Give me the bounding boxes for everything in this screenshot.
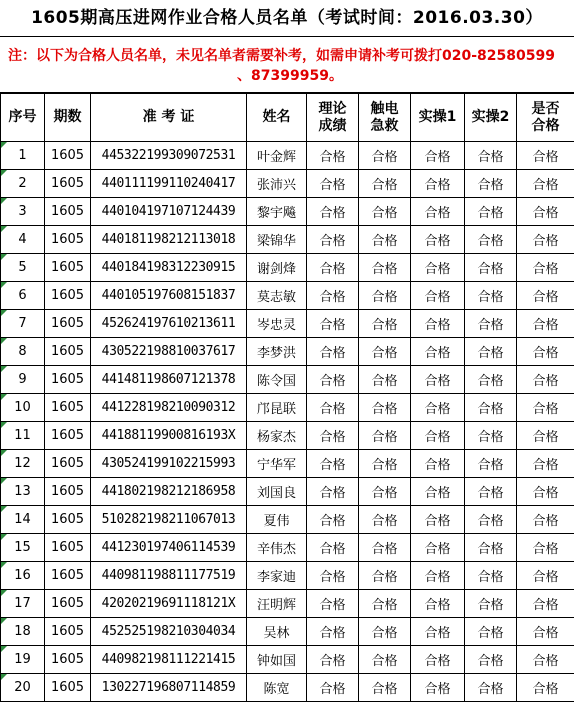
cell-name: 陈令国	[247, 366, 307, 394]
table-row	[1, 254, 574, 282]
table-row	[1, 674, 574, 702]
header-period: 期数	[45, 94, 91, 142]
cell-cert: 440184198312230915	[91, 254, 247, 282]
cell-index: 5	[1, 254, 45, 282]
cell-qualified: 合格	[517, 450, 574, 478]
cell-practice2: 合格	[465, 310, 517, 338]
cell-name: 宁华军	[247, 450, 307, 478]
cell-shock: 合格	[359, 450, 411, 478]
cell-practice2: 合格	[465, 478, 517, 506]
cell-practice2: 合格	[465, 506, 517, 534]
header-theory: 理论 成绩	[307, 94, 359, 142]
cell-name: 吴林	[247, 618, 307, 646]
notice-line-2: 、87399959。	[8, 66, 572, 86]
cell-cert: 430522198810037617	[91, 338, 247, 366]
cell-period: 1605	[45, 450, 91, 478]
cell-period: 1605	[45, 590, 91, 618]
cell-name: 杨家杰	[247, 422, 307, 450]
cell-index: 12	[1, 450, 45, 478]
header-practice2: 实操2	[465, 94, 517, 142]
cell-shock: 合格	[359, 338, 411, 366]
table-row	[1, 338, 574, 366]
cell-practice1: 合格	[411, 478, 465, 506]
cell-theory: 合格	[307, 478, 359, 506]
cell-practice2: 合格	[465, 422, 517, 450]
cell-practice2: 合格	[465, 282, 517, 310]
cell-qualified: 合格	[517, 394, 574, 422]
cell-practice2: 合格	[465, 450, 517, 478]
header-cert: 准 考 证	[91, 94, 247, 142]
header-practice1: 实操1	[411, 94, 465, 142]
cell-practice2: 合格	[465, 534, 517, 562]
cell-practice1: 合格	[411, 618, 465, 646]
cell-name: 李梦洪	[247, 338, 307, 366]
cell-practice2: 合格	[465, 674, 517, 702]
cell-index: 3	[1, 198, 45, 226]
cell-cert: 130227196807114859	[91, 674, 247, 702]
notice-text	[0, 37, 574, 93]
cell-period: 1605	[45, 422, 91, 450]
cell-index: 7	[1, 310, 45, 338]
cell-qualified: 合格	[517, 170, 574, 198]
cell-index: 17	[1, 590, 45, 618]
cell-shock: 合格	[359, 366, 411, 394]
cell-name: 汪明辉	[247, 590, 307, 618]
cell-shock: 合格	[359, 254, 411, 282]
cell-name: 李家迪	[247, 562, 307, 590]
cell-name: 辛伟杰	[247, 534, 307, 562]
cell-theory: 合格	[307, 338, 359, 366]
cell-cert: 440181198212113018	[91, 226, 247, 254]
cell-index: 16	[1, 562, 45, 590]
table-row	[1, 142, 574, 170]
cell-qualified: 合格	[517, 198, 574, 226]
cell-shock: 合格	[359, 422, 411, 450]
cell-theory: 合格	[307, 394, 359, 422]
roster-body	[1, 142, 574, 702]
cell-theory: 合格	[307, 534, 359, 562]
cell-qualified: 合格	[517, 646, 574, 674]
cell-cert: 452624197610213611	[91, 310, 247, 338]
cell-cert: 441802198212186958	[91, 478, 247, 506]
cell-name: 莫志敏	[247, 282, 307, 310]
cell-period: 1605	[45, 618, 91, 646]
header-row	[1, 94, 574, 142]
cell-cert: 440105197608151837	[91, 282, 247, 310]
cell-theory: 合格	[307, 422, 359, 450]
cell-index: 20	[1, 674, 45, 702]
cell-qualified: 合格	[517, 674, 574, 702]
cell-period: 1605	[45, 282, 91, 310]
table-row	[1, 618, 574, 646]
cell-name: 邝昆联	[247, 394, 307, 422]
cell-shock: 合格	[359, 590, 411, 618]
cell-practice2: 合格	[465, 590, 517, 618]
cell-theory: 合格	[307, 282, 359, 310]
cell-cert: 441230197406114539	[91, 534, 247, 562]
cell-practice1: 合格	[411, 338, 465, 366]
cell-cert: 452525198210304034	[91, 618, 247, 646]
cell-shock: 合格	[359, 506, 411, 534]
cell-theory: 合格	[307, 618, 359, 646]
cell-practice2: 合格	[465, 170, 517, 198]
cell-qualified: 合格	[517, 534, 574, 562]
cell-period: 1605	[45, 478, 91, 506]
cell-practice2: 合格	[465, 142, 517, 170]
cell-period: 1605	[45, 674, 91, 702]
cell-period: 1605	[45, 338, 91, 366]
header-qualified: 是否 合格	[517, 94, 574, 142]
cell-shock: 合格	[359, 170, 411, 198]
cell-qualified: 合格	[517, 618, 574, 646]
cell-period: 1605	[45, 394, 91, 422]
cell-index: 13	[1, 478, 45, 506]
table-row	[1, 646, 574, 674]
table-row	[1, 366, 574, 394]
cell-theory: 合格	[307, 170, 359, 198]
cell-practice1: 合格	[411, 506, 465, 534]
cell-name: 谢剑烽	[247, 254, 307, 282]
header-index: 序号	[1, 94, 45, 142]
cell-index: 1	[1, 142, 45, 170]
cell-qualified: 合格	[517, 422, 574, 450]
cell-qualified: 合格	[517, 562, 574, 590]
cell-period: 1605	[45, 170, 91, 198]
cell-shock: 合格	[359, 142, 411, 170]
cell-theory: 合格	[307, 366, 359, 394]
cell-cert: 440981198811177519	[91, 562, 247, 590]
cell-theory: 合格	[307, 646, 359, 674]
cell-practice2: 合格	[465, 198, 517, 226]
cell-period: 1605	[45, 254, 91, 282]
cell-shock: 合格	[359, 394, 411, 422]
table-row	[1, 450, 574, 478]
table-row	[1, 562, 574, 590]
cell-qualified: 合格	[517, 366, 574, 394]
cell-qualified: 合格	[517, 282, 574, 310]
cell-shock: 合格	[359, 282, 411, 310]
cell-practice1: 合格	[411, 394, 465, 422]
cell-cert: 42020219691118121X	[91, 590, 247, 618]
cell-theory: 合格	[307, 450, 359, 478]
cell-practice1: 合格	[411, 422, 465, 450]
cell-name: 陈宽	[247, 674, 307, 702]
cell-cert: 441228198210090312	[91, 394, 247, 422]
cell-cert: 440982198111221415	[91, 646, 247, 674]
cell-period: 1605	[45, 562, 91, 590]
cell-shock: 合格	[359, 562, 411, 590]
cell-period: 1605	[45, 198, 91, 226]
cell-period: 1605	[45, 226, 91, 254]
cell-practice1: 合格	[411, 366, 465, 394]
cell-theory: 合格	[307, 590, 359, 618]
page-title: 1605期高压进网作业合格人员名单（考试时间：2016.03.30）	[0, 0, 574, 37]
cell-qualified: 合格	[517, 254, 574, 282]
cell-practice1: 合格	[411, 450, 465, 478]
cell-practice2: 合格	[465, 226, 517, 254]
cell-practice2: 合格	[465, 366, 517, 394]
cell-practice2: 合格	[465, 562, 517, 590]
cell-cert: 440104197107124439	[91, 198, 247, 226]
cell-practice1: 合格	[411, 254, 465, 282]
cell-name: 黎宇飚	[247, 198, 307, 226]
cell-index: 8	[1, 338, 45, 366]
cell-index: 4	[1, 226, 45, 254]
cell-qualified: 合格	[517, 142, 574, 170]
cell-practice2: 合格	[465, 618, 517, 646]
cell-practice1: 合格	[411, 674, 465, 702]
cell-practice1: 合格	[411, 646, 465, 674]
cell-practice1: 合格	[411, 590, 465, 618]
cell-qualified: 合格	[517, 590, 574, 618]
cell-index: 11	[1, 422, 45, 450]
cell-index: 2	[1, 170, 45, 198]
cell-practice1: 合格	[411, 226, 465, 254]
cell-practice2: 合格	[465, 338, 517, 366]
cell-name: 夏伟	[247, 506, 307, 534]
cell-cert: 430524199102215993	[91, 450, 247, 478]
cell-theory: 合格	[307, 226, 359, 254]
cell-period: 1605	[45, 366, 91, 394]
cell-shock: 合格	[359, 618, 411, 646]
cell-index: 6	[1, 282, 45, 310]
cell-theory: 合格	[307, 506, 359, 534]
table-row	[1, 170, 574, 198]
cell-name: 钟如国	[247, 646, 307, 674]
cell-period: 1605	[45, 534, 91, 562]
table-row	[1, 534, 574, 562]
table-row	[1, 590, 574, 618]
cell-qualified: 合格	[517, 310, 574, 338]
cell-practice2: 合格	[465, 394, 517, 422]
cell-qualified: 合格	[517, 226, 574, 254]
table-row	[1, 198, 574, 226]
cell-theory: 合格	[307, 562, 359, 590]
cell-shock: 合格	[359, 478, 411, 506]
table-row	[1, 422, 574, 450]
header-shock: 触电 急救	[359, 94, 411, 142]
cell-index: 15	[1, 534, 45, 562]
cell-practice1: 合格	[411, 142, 465, 170]
cell-practice2: 合格	[465, 254, 517, 282]
table-row	[1, 310, 574, 338]
cell-name: 梁锦华	[247, 226, 307, 254]
cell-name: 岑忠灵	[247, 310, 307, 338]
cell-index: 10	[1, 394, 45, 422]
cell-period: 1605	[45, 506, 91, 534]
cell-shock: 合格	[359, 674, 411, 702]
cell-period: 1605	[45, 646, 91, 674]
cell-theory: 合格	[307, 254, 359, 282]
table-row	[1, 226, 574, 254]
cell-qualified: 合格	[517, 478, 574, 506]
cell-practice1: 合格	[411, 310, 465, 338]
cell-name: 叶金辉	[247, 142, 307, 170]
cell-qualified: 合格	[517, 506, 574, 534]
table-row	[1, 282, 574, 310]
cell-period: 1605	[45, 310, 91, 338]
cell-practice1: 合格	[411, 282, 465, 310]
cell-cert: 445322199309072531	[91, 142, 247, 170]
cell-shock: 合格	[359, 534, 411, 562]
notice-line-1: 注：以下为合格人员名单，未见名单者需要补考，如需申请补考可拨打020-82580599	[8, 48, 555, 64]
cell-index: 19	[1, 646, 45, 674]
cell-qualified: 合格	[517, 338, 574, 366]
cell-theory: 合格	[307, 142, 359, 170]
cell-shock: 合格	[359, 310, 411, 338]
table-row	[1, 506, 574, 534]
cell-shock: 合格	[359, 646, 411, 674]
cell-theory: 合格	[307, 198, 359, 226]
cell-theory: 合格	[307, 674, 359, 702]
cell-index: 14	[1, 506, 45, 534]
cell-index: 9	[1, 366, 45, 394]
table-row	[1, 394, 574, 422]
cell-practice1: 合格	[411, 198, 465, 226]
cell-shock: 合格	[359, 198, 411, 226]
cell-shock: 合格	[359, 226, 411, 254]
cell-practice1: 合格	[411, 562, 465, 590]
cell-practice1: 合格	[411, 170, 465, 198]
cell-practice2: 合格	[465, 646, 517, 674]
cell-cert: 440111199110240417	[91, 170, 247, 198]
cell-name: 刘国良	[247, 478, 307, 506]
cell-cert: 441481198607121378	[91, 366, 247, 394]
cell-index: 18	[1, 618, 45, 646]
cell-theory: 合格	[307, 310, 359, 338]
roster-table	[0, 93, 574, 702]
cell-period: 1605	[45, 142, 91, 170]
table-row	[1, 478, 574, 506]
header-name: 姓名	[247, 94, 307, 142]
cell-practice1: 合格	[411, 534, 465, 562]
cell-name: 张沛兴	[247, 170, 307, 198]
cell-cert: 510282198211067013	[91, 506, 247, 534]
cell-cert: 44188119900816193X	[91, 422, 247, 450]
